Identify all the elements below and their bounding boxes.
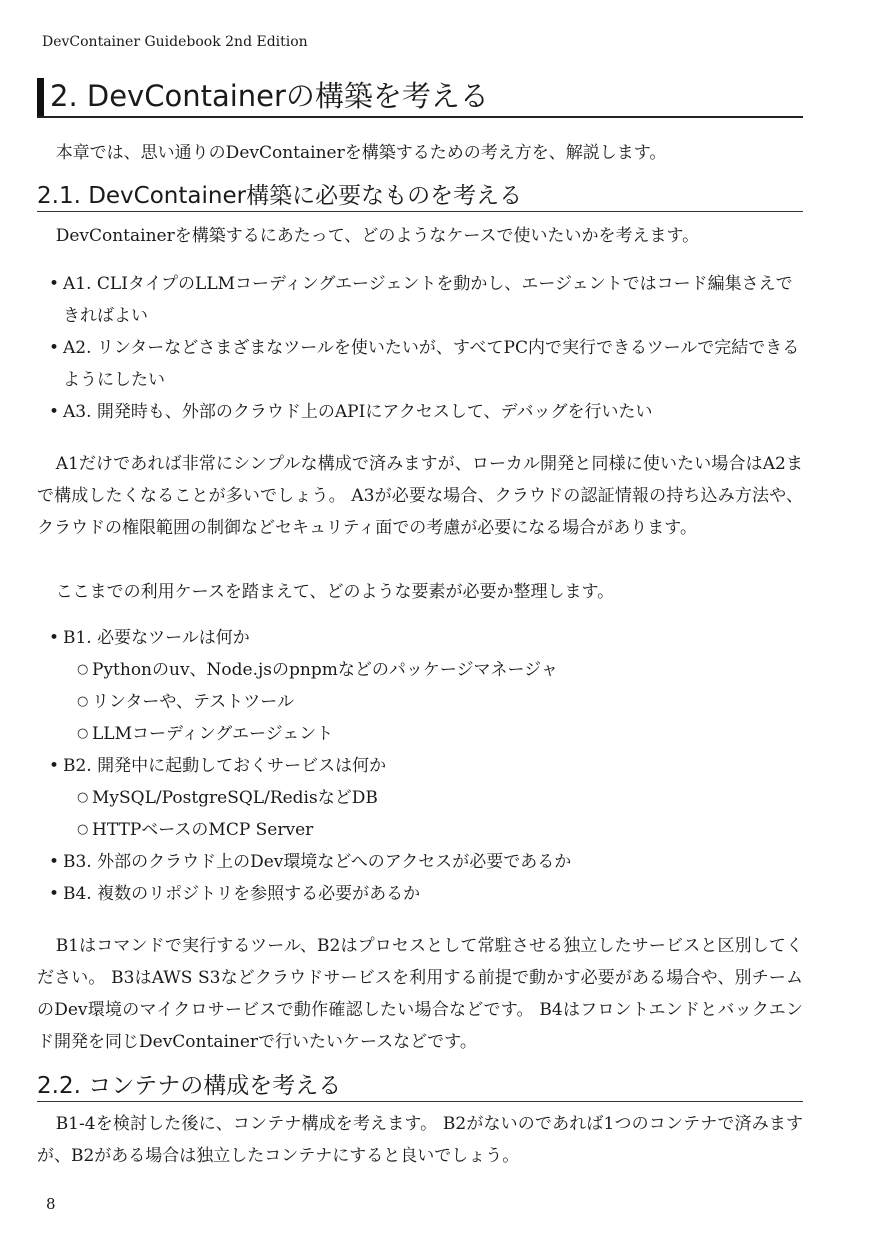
sub-list-item-text: LLMコーディングエージェント [92,724,334,744]
list-item [37,750,803,782]
bullet-icon: • [49,402,60,422]
paragraph: B1はコマンドで実行するツール、B2はプロセスとして常駐させる独立したサービスと区別してください。 B3はAWS S3などクラウドサービスを利用する前提で動かす必要がある場合や、別チームのDev環境のマイクロサービスで動作確認したい場合などです。 B4はフロントエンドとバックエンド開発を同じDevContainerで行いたいケースなどです。 [37,936,803,1052]
page-number: 8 [46,1195,56,1213]
intro-paragraph: 本章では、思い通りのDevContainerを構築するための考え方を、解説します。 [55,143,667,163]
list-item-text: A3. 開発時も、外部のクラウド上のAPIにアクセスして、デバッグを行いたい [63,402,653,422]
list-item-text: B3. 外部のクラウド上のDev環境などへのアクセスが必要であるか [63,852,572,872]
chapter-title: 2. DevContainerの構築を考える [50,79,489,113]
running-header: DevContainer Guidebook 2nd Edition [42,34,308,50]
sub-list-item-text: Pythonのuv、Node.jsのpnpmなどのパッケージマネージャ [92,660,558,680]
list-item-text: B2. 開発中に起動しておくサービスは何か [63,756,387,776]
section-2-1-lead: DevContainerを構築するにあたって、どのようなケースで使いたいかを考えます。 [55,226,700,246]
sub-list-item [37,782,803,814]
list-item [37,878,803,910]
list-item [37,268,803,332]
circle-bullet-icon: ○ [77,726,89,741]
list-item-text: A1. CLIタイプのLLMコーディングエージェントを動かし、エージェントではコード編集さえできればよい [63,274,793,326]
section-2-2-title: 2.2. コンテナの構成を考える [37,1071,803,1102]
bullet-icon: • [49,852,60,872]
section-2-1-title: 2.1. DevContainer構築に必要なものを考える [37,181,803,212]
sub-list-item [37,814,803,846]
bullet-icon: • [49,884,60,904]
list-item [37,846,803,878]
sub-list-item-text: MySQL/PostgreSQL/RedisなどDB [92,788,378,808]
circle-bullet-icon: ○ [77,694,89,709]
paragraph: ここまでの利用ケースを踏まえて、どのような要素が必要か整理します。 [55,582,615,602]
sub-list-item [37,654,803,686]
list-item-text: B4. 複数のリポジトリを参照する必要があるか [63,884,421,904]
sub-list-item [37,718,803,750]
circle-bullet-icon: ○ [77,822,89,837]
chapter-heading [37,76,803,118]
list-item [37,622,803,654]
paragraph: B1-4を検討した後に、コンテナ構成を考えます。 B2がないのであれば1つのコンテナで済みますが、B2がある場合は独立したコンテナにすると良いでしょう。 [37,1114,803,1166]
list-item-text: B1. 必要なツールは何か [63,628,250,648]
circle-bullet-icon: ○ [77,662,89,677]
sub-list-item [37,686,803,718]
list-item-text: A2. リンターなどさまざまなツールを使いたいが、すべてPC内で実行できるツールで完結できるようにしたい [63,338,800,390]
bullet-icon: • [49,756,60,776]
paragraph: A1だけであれば非常にシンプルな構成で済みますが、ローカル開発と同様に使いたい場合はA2まで構成したくなることが多いでしょう。 A3が必要な場合、クラウドの認証情報の持ち込み方法や、クラウドの権限範囲の制御などセキュリティ面での考慮が必要になる場合があります。 [37,454,803,538]
bullet-icon: • [49,628,60,648]
sub-list-item-text: リンターや、テストツール [92,692,294,712]
bullet-icon: • [49,338,60,358]
heading-accent-bar [37,78,44,116]
sub-list-item-text: HTTPベースのMCP Server [92,820,314,840]
bullet-icon: • [49,274,60,294]
list-item [37,332,803,396]
use-case-list [37,268,803,428]
list-item [37,396,803,428]
requirements-list [37,622,803,910]
circle-bullet-icon: ○ [77,790,89,805]
